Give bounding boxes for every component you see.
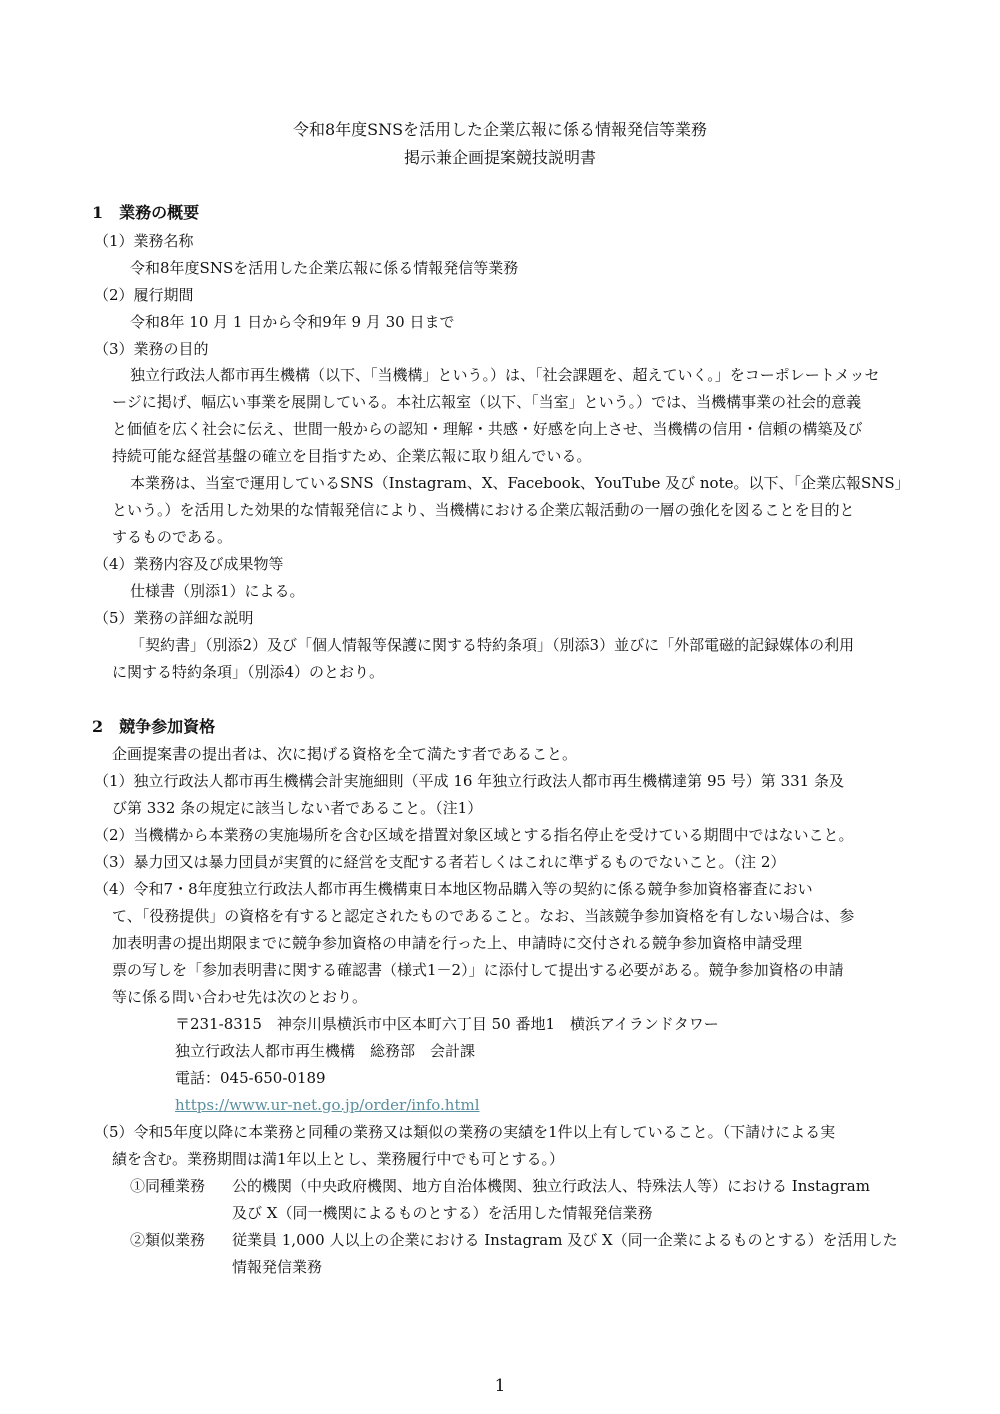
qualification-line: 加表明書の提出期限までに競争参加資格の申請を行った上、申請時に交付される競争参加資格申請受理: [112, 934, 803, 952]
qualification-line: て、「役務提供」の資格を有すると認定されたものであること。なお、当該競争参加資格を有しない場合は、参: [112, 907, 855, 925]
purpose-line: と価値を広く社会に伝え、世間一般からの認知・理解・共感・好感を向上させ、当機構の信用・信頼の構築及び: [112, 420, 863, 438]
qualification-line: 票の写しを「参加表明書に関する確認書（様式1－2）」に添付して提出する必要がある。競争参加資格の申請: [112, 961, 844, 979]
same-type-label: ①同種業務: [130, 1177, 206, 1195]
doc-title: 令和8年度SNSを活用した企業広報に係る情報発信等業務: [292, 120, 708, 139]
item-1-1-label: （1）業務名称: [94, 232, 194, 250]
qualification-line: （2）当機構から本業務の実施場所を含む区域を措置対象区域とする指名停止を受けている期間中ではないこと。: [94, 826, 854, 844]
item-1-1-text: 令和8年度SNSを活用した企業広報に係る情報発信等業務: [130, 259, 519, 277]
purpose-line: 持続可能な経営基盤の確立を目指すため、企業広報に取り組んでいる。: [112, 447, 592, 465]
same-type-text: 公的機関（中央政府機関、地方自治体機関、独立行政法人、特殊法人等）における Instagram: [232, 1177, 870, 1195]
detail-line: 「契約書」（別添2）及び「個人情報等保護に関する特約条項」（別添3）並びに「外部電磁的記録媒体の利用: [130, 636, 855, 654]
contact-address: 〒231-8315 神奈川県横浜市中区本町六丁目 50 番地1 横浜アイランドタワー: [175, 1015, 719, 1033]
purpose-line: するものである。: [112, 528, 233, 546]
section-1-heading: 1 業務の概要: [92, 203, 200, 222]
contact-org: 独立行政法人都市再生機構 総務部 会計課: [175, 1042, 476, 1060]
qualification-line: 績を含む。業務期間は満1年以上とし、業務履行中でも可とする。）: [112, 1150, 565, 1168]
item-1-4-text: 仕様書（別添1）による。: [130, 582, 305, 600]
item-1-2-text: 令和8年 10 月 1 日から令和9年 9 月 30 日まで: [130, 313, 455, 331]
similar-type-text: 情報発信業務: [232, 1258, 323, 1276]
item-1-3-label: （3）業務の目的: [94, 340, 209, 358]
qualification-line: （5）令和5年度以降に本業務と同種の業務又は類似の業務の実績を1件以上有していること。（下請けによる実: [94, 1123, 836, 1141]
same-type-text: 及び X（同一機関によるものとする）を活用した情報発信業務: [232, 1204, 653, 1222]
doc-subtitle: 掲示兼企画提案競技説明書: [403, 148, 596, 167]
qualification-line: び第 332 条の規定に該当しない者であること。（注1）: [112, 799, 483, 817]
section-2-heading: 2 競争参加資格: [92, 717, 216, 736]
similar-type-label: ②類似業務: [130, 1231, 206, 1249]
qualification-line: 等に係る問い合わせ先は次のとおり。: [112, 988, 368, 1006]
purpose-line: ージに掲げ、幅広い事業を展開している。本社広報室（以下、「当室」という。）では、当機構事業の社会的意義: [112, 393, 862, 411]
purpose-line: 独立行政法人都市再生機構（以下、「当機構」という。）は、「社会課題を、超えていく。」をコーポレートメッセ: [130, 366, 880, 384]
page-number: 1: [494, 1376, 506, 1396]
qualification-line: （1）独立行政法人都市再生機構会計実施細則（平成 16 年独立行政法人都市再生機構達第 95 号）第 331 条及: [94, 772, 844, 790]
detail-line: に関する特約条項」（別添4）のとおり。: [112, 663, 385, 681]
contact-tel: 電話：045-650-0189: [175, 1069, 326, 1087]
qualification-line: （4）令和7・8年度独立行政法人都市再生機構東日本地区物品購入等の契約に係る競争参加資格審査におい: [94, 880, 813, 898]
qualification-line: （3）暴力団又は暴力団員が実質的に経営を支配する者若しくはこれに準ずるものでないこと。（注 2）: [94, 853, 786, 871]
item-1-4-label: （4）業務内容及び成果物等: [94, 555, 284, 573]
similar-type-text: 従業員 1,000 人以上の企業における Instagram 及び X（同一企業によるものとする）を活用した: [232, 1231, 898, 1249]
item-1-5-label: （5）業務の詳細な説明: [94, 609, 254, 627]
section-2-intro: 企画提案書の提出者は、次に掲げる資格を全て満たす者であること。: [112, 745, 578, 763]
contact-url-link[interactable]: https://www.ur-net.go.jp/order/info.html: [175, 1096, 480, 1114]
item-1-2-label: （2）履行期間: [94, 286, 194, 304]
purpose-line: 本業務は、当室で運用しているSNS（Instagram、X、Facebook、YouTube 及び note。以下、「企業広報SNS」: [130, 474, 910, 492]
purpose-line: という。）を活用した効果的な情報発信により、当機構における企業広報活動の一層の強化を図ることを目的と: [112, 501, 855, 519]
